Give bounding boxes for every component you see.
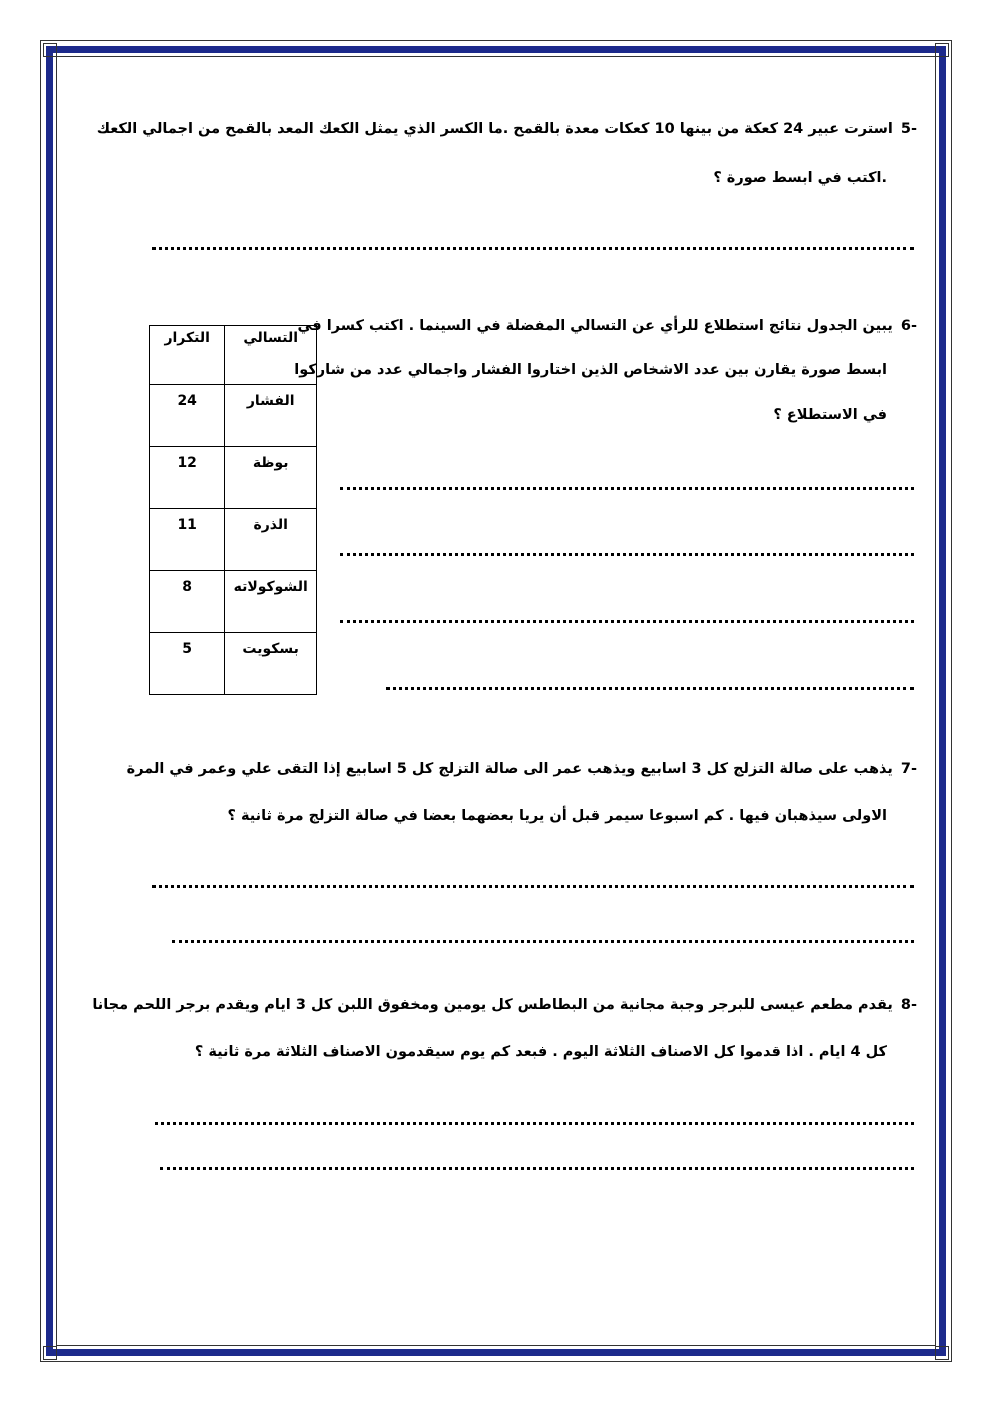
- frame-corner: [935, 1346, 949, 1360]
- question-number: -6: [900, 318, 917, 334]
- answer-line[interactable]: [172, 940, 914, 943]
- answer-line[interactable]: [386, 687, 914, 690]
- table-cell-snack: الفشار: [225, 385, 317, 447]
- survey-table: [149, 325, 317, 695]
- question-7-line-2: [227, 808, 887, 824]
- table-cell-snack: بسكويت: [225, 633, 317, 695]
- answer-line[interactable]: [340, 553, 914, 556]
- question-8-line-2: [195, 1044, 887, 1060]
- table-cell-frequency: 5: [150, 633, 225, 695]
- question-text: استرت عبير 24 كعكة من بينها 10 كعكات معدة بالقمح .ما الكسر الذي يمثل الكعك المعد بالقمح من اجمالي الكعك: [96, 121, 893, 137]
- answer-line[interactable]: [340, 620, 914, 623]
- question-number: -5: [900, 121, 917, 137]
- answer-line[interactable]: [160, 1167, 914, 1170]
- question-text: الاولى سيذهبان فيها . كم اسبوعا سيمر قبل أن يريا بعضهما بعضا في صالة التزلج مرة ثانية ؟: [227, 808, 887, 824]
- question-text: في الاستطلاع ؟: [773, 407, 887, 423]
- question-number: -8: [900, 997, 917, 1013]
- table-row: [150, 509, 317, 571]
- question-8-line-1: [92, 997, 917, 1013]
- question-text: يبين الجدول نتائج استطلاع للرأي عن التسالي المفضلة في السينما . اكتب كسرا في: [297, 318, 893, 334]
- frame-corner: [935, 43, 949, 57]
- answer-line[interactable]: [152, 247, 914, 250]
- question-text: كل 4 ايام . اذا قدموا كل الاصناف الثلاثة اليوم . فبعد كم يوم سيقدمون الاصناف الثلاثة مرة ثانية ؟: [194, 1044, 887, 1060]
- question-number: -7: [900, 761, 917, 777]
- frame-corner: [43, 43, 57, 57]
- table-cell-frequency: 12: [150, 447, 225, 509]
- answer-line[interactable]: [155, 1122, 914, 1125]
- frame-corner: [43, 1346, 57, 1360]
- table-header-snack: التسالي: [225, 326, 317, 385]
- table-row: [150, 385, 317, 447]
- question-text: يذهب على صالة التزلج كل 3 اسابيع ويذهب عمر الى صالة التزلج كل 5 اسابيع إذا التقى علي وعمر في المرة: [126, 761, 893, 777]
- question-7-line-1: [127, 761, 917, 777]
- question-6-line-1: [298, 318, 917, 334]
- question-text: .اكتب في ابسط صورة ؟: [713, 170, 887, 186]
- table-row: [150, 633, 317, 695]
- question-5-line-2: [713, 170, 887, 186]
- answer-line[interactable]: [152, 885, 914, 888]
- question-5-line-1: [97, 121, 917, 137]
- question-6-line-2: [294, 362, 887, 378]
- table-cell-frequency: 11: [150, 509, 225, 571]
- table-cell-snack: بوظة: [225, 447, 317, 509]
- table-cell-snack: الذرة: [225, 509, 317, 571]
- table-row: [150, 571, 317, 633]
- table-cell-frequency: 24: [150, 385, 225, 447]
- table-header-frequency: التكرار: [150, 326, 225, 385]
- question-text: ابسط صورة يقارن بين عدد الاشخاص الذين اختاروا الفشار واجمالي عدد من شاركوا: [294, 362, 887, 378]
- table-row: [150, 447, 317, 509]
- question-text: يقدم مطعم عيسى للبرجر وجبة مجانية من البطاطس كل يومين ومخفوق اللبن كل 3 ايام ويقدم برجر اللحم مجانا: [92, 997, 893, 1013]
- table-cell-frequency: 8: [150, 571, 225, 633]
- question-6-line-3: [773, 407, 887, 423]
- table-header-row: [150, 326, 317, 385]
- answer-line[interactable]: [340, 487, 914, 490]
- table-cell-snack: الشوكولاته: [225, 571, 317, 633]
